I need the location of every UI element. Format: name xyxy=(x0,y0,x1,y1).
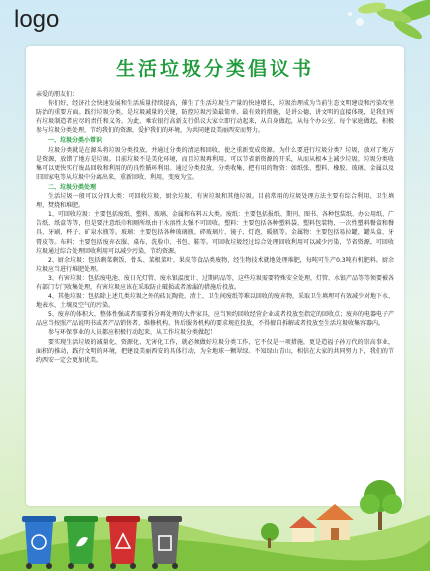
page-title: 生活垃圾分类倡议书 xyxy=(115,58,314,80)
section-heading: 二、垃圾分类处理 xyxy=(48,183,97,191)
logo: logo xyxy=(14,6,60,33)
proposal-panel xyxy=(26,46,404,506)
greeting: 亲爱的朋友们： xyxy=(36,91,79,98)
section-paragraph: 垃圾分类就是在源头将垃圾分类投放，并通过分类的清运和回收，使之重新变成资源。为什么要进行垃圾分类？垃圾，放对了地方是资源，放错了地方是垃圾。目前垃圾不是美化环境，而且垃圾再利用，可以节省新资源的开采，从而从根本上减少垃圾。垃圾分类收集可以更快实行废品回收和利用的的良性循环利用。通过分类投放，分类收集，把有用的物资：如纸张、塑料、橡胶、玻璃、金属以及旧回家电等从垃圾中分离出来，重新回收、利用，变废为宝。 xyxy=(36,146,394,181)
section-paragraph: 3、有害垃圾：包括废电池、废日光灯管、废水银温度计、过期药品等，这些垃圾需要特殊安全处理，灯管、水银产品等等须要被各有部门专门收集处理，有害垃圾应该在采取防止破损或者渗漏的措施后投放。 xyxy=(36,274,394,291)
leaf-decoration xyxy=(290,0,430,48)
intro-paragraph: 你们好，经济社会快速发展和生活质量持续提高，催生了生活垃圾生产量的快速增长，垃圾治理成为当前生态文明建设和污染攻坚防治的重要方面。践行垃圾分类，是垃圾减量的关键，防控垃圾污染最简单、最有效的措施，是讲公德、讲文明的直接体现，是我们所有垃圾制造者应尽的责任和义务。为此，乘农银行高新支行倡议大家立即行动起来，从自身做起，从每个办公室、每个家庭做起，积极参与垃圾分类处理，节约我们的资源，爱护我们的环境，为共同建设美丽西安而努力。 xyxy=(36,100,394,135)
section-paragraph: 1、可回收垃圾：主要包括废纸、塑料、玻璃、金属和布料五大类。废纸：主要包括报纸、期刊、图书、各种包装纸、办公用纸、广告纸、纸盒等等，但是要注意纸巾和厕所纸由于水溶性太强不可回收。塑料：主要包括各种塑料袋、塑料包装物、一次性塑料餐盒和餐具、牙刷、杯子、矿泉水瓶等。玻璃：主要包括各种玻璃瓶、碎玻璃片、镜子、灯泡、暖瓶等。金属物：主要包括易拉罐、罐头盒、牙膏皮等。布料：主要包括废弃衣服、桌布、洗脸巾、书包、鞋等。可回收垃圾经过综合处理回收利用可以减少污染，节省资源。可回收垃圾通过综合处理回收利用可以减少污染，节约资源。 xyxy=(36,211,394,255)
recyclable-bin-icon xyxy=(22,516,56,569)
section-paragraph: 5、废弃的体积大、整体性强或者需要拆分再处理的大件家具，应当预约回收经营企业或者投放至指定的回收点；废弃的电器电子产品应当按照产品说明书或者产品销售者、维修机构、售后服务机构的要求规范投放，不得擅自拆解或者投放至生活垃圾收集容器内。 xyxy=(36,311,394,328)
section-heading: 一、垃圾分类小常识 xyxy=(48,137,103,145)
tree-icon xyxy=(360,480,402,530)
kitchen-waste-bin-icon xyxy=(64,516,98,569)
house-icon xyxy=(316,504,354,540)
house-icon xyxy=(289,516,317,542)
section-paragraph: 2、厨余垃圾：包括剩菜剩饭、骨头、菜根菜叶、果皮等食品类废物，经生物技术就地处理堆肥，每吨可生产0.3吨有机肥料。厨余垃圾应当进行堆肥处理。 xyxy=(36,256,394,273)
proposal-body xyxy=(36,90,394,365)
section-paragraph: 4、其他垃圾：包括除上述几类垃圾之外的砖瓦陶瓷、渣土、卫生间废纸等难以回收的废弃物，采取卫生填埋可有效减少对地下水、地表水、土壤及空气的污染。 xyxy=(36,293,394,310)
other-waste-bin-icon xyxy=(148,516,182,569)
hazardous-waste-bin-icon xyxy=(106,516,140,569)
closing-paragraph: 参与环保事业的人员都应积极行动起来，从工作垃圾分类做起！ xyxy=(48,329,217,337)
section-paragraph: 生活垃圾一般可以分四大类：可回收垃圾、厨余垃圾、有害垃圾和其他垃圾。目前常用的垃圾处理方法主要有综合利用、卫生填埋、焚烧和堆肥。 xyxy=(36,193,394,210)
closing-paragraph: 要实现生活垃圾的减量化、资源化、无害化工作，就必须做好垃圾分类工作，它不仅是一项措施，更是造福子孙万代的崇高事业，面积的推动，践行文明的环境，把建设美丽西安的具体行动，为全地球一颗翠绿。不知绿山青山，相信在大家的共同努力下，我们的节约西安一定会更加优美。 xyxy=(36,338,394,364)
recycling-bins xyxy=(18,512,188,571)
